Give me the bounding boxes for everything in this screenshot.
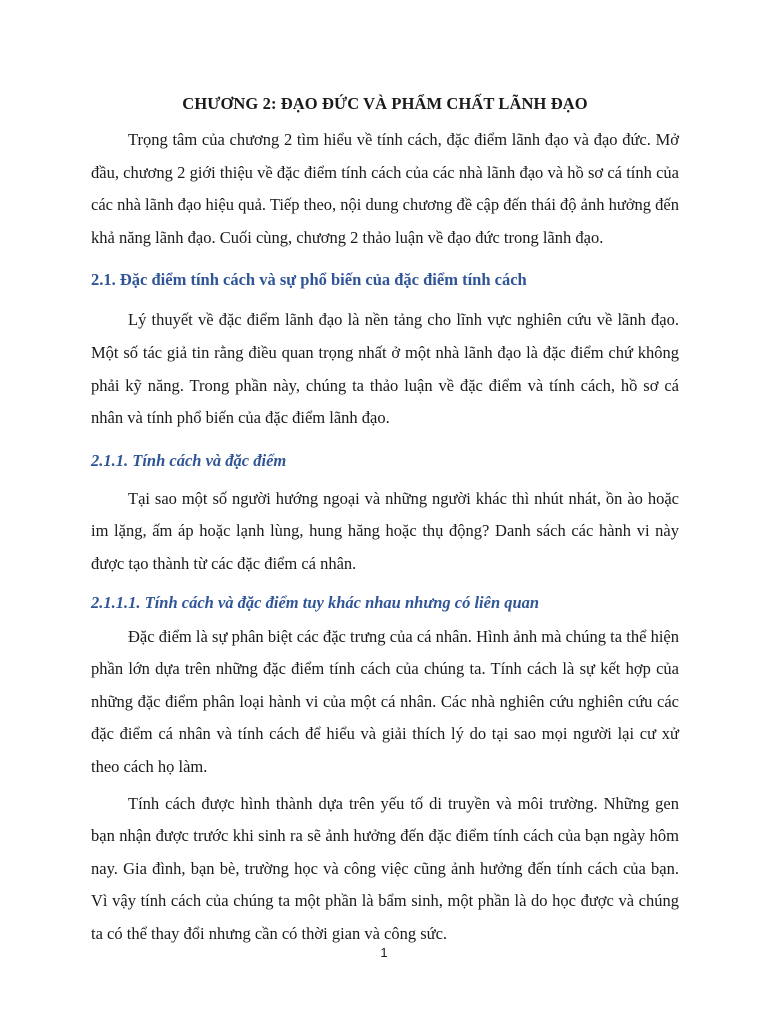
section-2-1-1-paragraph: Tại sao một số người hướng ngoại và những người khác thì nhút nhát, ồn ào hoặc im lặng, ấm áp hoặc lạnh lùng, hung hăng hoặc thụ động? Danh sách các hành vi này được tạo thành từ các đặc điểm cá nhân.	[91, 488, 679, 573]
section-heading-2-1-1-1: 2.1.1.1. Tính cách và đặc điểm tuy khác nhau nhưng có liên quan	[91, 592, 540, 612]
page-content	[91, 92, 679, 950]
section-2-1-paragraph: Lý thuyết về đặc điểm lãnh đạo là nền tảng cho lĩnh vực nghiên cứu về lãnh đạo. Một số tác giả tin rằng điều quan trọng nhất ở một nhà lãnh đạo là đặc điểm chứ không phải kỹ năng. Trong phần này, chúng ta thảo luận về đặc điểm và tính cách, hồ sơ cá nhân và tính phổ biến của đặc điểm lãnh đạo.	[91, 310, 679, 428]
intro-paragraph: Trọng tâm của chương 2 tìm hiểu về tính cách, đặc điểm lãnh đạo và đạo đức. Mở đầu, chương 2 giới thiệu về đặc điểm tính cách của các nhà lãnh đạo và hồ sơ cá tính của các nhà lãnh đạo hiệu quả. Tiếp theo, nội dung chương đề cập đến thái độ ảnh hưởng đến khả năng lãnh đạo. Cuối cùng, chương 2 thảo luận về đạo đức trong lãnh đạo.	[91, 130, 679, 247]
section-heading-2-1: 2.1. Đặc điểm tính cách và sự phổ biến của đặc điểm tính cách	[91, 270, 527, 290]
section-2-1-1-1-paragraph-2: Tính cách được hình thành dựa trên yếu tố di truyền và môi trường. Những gen bạn nhận được trước khi sinh ra sẽ ảnh hưởng đến đặc điểm tính cách của bạn ngày hôm nay. Gia đình, bạn bè, trường học và công việc cũng ảnh hưởng đến tính cách của bạn. Vì vậy tính cách của chúng ta một phần là bẩm sinh, một phần là do học được và chúng ta có thể thay đổi nhưng cần có thời gian và công sức.	[91, 793, 679, 943]
section-2-1-1-1-paragraph-1: Đặc điểm là sự phân biệt các đặc trưng của cá nhân. Hình ảnh mà chúng ta thể hiện phần lớn dựa trên những đặc điểm tính cách của chúng ta. Tính cách là sự kết hợp của những đặc điểm phân loại hành vi của một cá nhân. Các nhà nghiên cứu nghiên cứu các đặc điểm cá nhân và tính cách để hiểu và giải thích lý do tại sao mọi người lại cư xử theo cách họ làm.	[91, 626, 679, 776]
chapter-title: CHƯƠNG 2: ĐẠO ĐỨC VÀ PHẨM CHẤT LÃNH ĐẠO	[182, 94, 588, 113]
section-heading-2-1-1: 2.1.1. Tính cách và đặc điểm	[91, 450, 287, 470]
page-number: 1	[380, 945, 388, 960]
